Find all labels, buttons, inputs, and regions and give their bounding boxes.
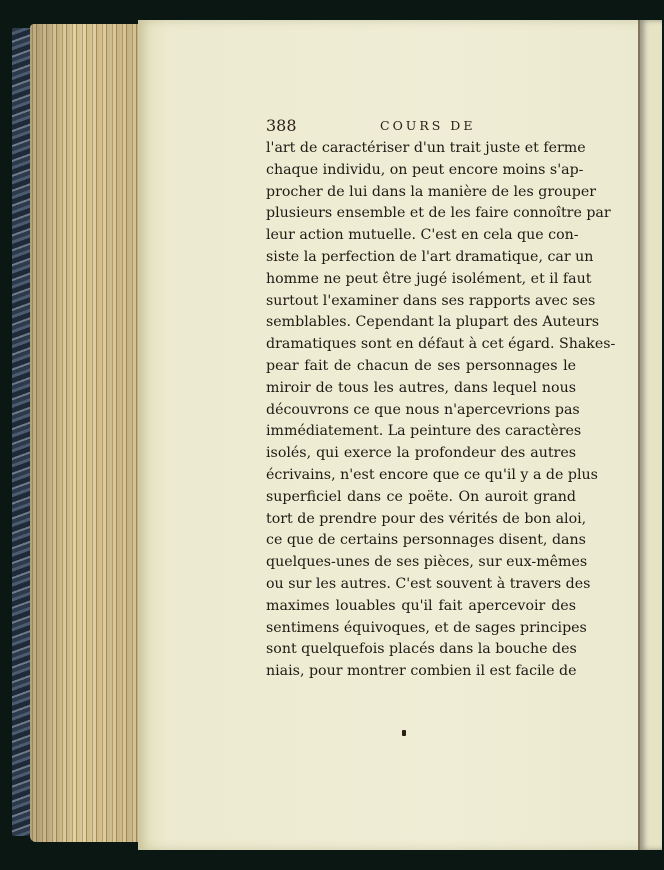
ink-speck	[402, 730, 406, 736]
facing-page-edge	[640, 20, 662, 850]
text-line: superficiel dans ce poëte. On auroit grand	[266, 488, 576, 505]
text-line: chaque individu, on peut encore moins s'ap-	[266, 161, 584, 178]
text-line: leur action mutuelle. C'est en cela que con-	[266, 227, 579, 244]
running-header	[266, 116, 586, 138]
text-line: découvrons ce que nous n'apercevrions pas	[266, 401, 580, 418]
text-line: quelques-unes de ses pièces, sur eux-mêmes	[266, 554, 588, 571]
text-line: miroir de tous les autres, dans lequel nous	[266, 379, 576, 396]
text-line: homme ne peut être jugé isolément, et il faut	[266, 270, 592, 287]
text-line: écrivains, n'est encore que ce qu'il y a de plus	[266, 466, 598, 483]
text-line: maximes louables qu'il fait apercevoir des	[266, 597, 576, 614]
running-title: COURS DE	[380, 118, 476, 133]
text-line: plusieurs ensemble et de les faire connoître par	[266, 205, 611, 222]
text-line: surtout l'examiner dans ses rapports avec ses	[266, 292, 596, 309]
text-line: sentimens équivoques, et de sages principes	[266, 619, 587, 636]
body-text	[266, 138, 616, 683]
page-edges-shade	[30, 24, 148, 842]
text-line: semblables. Cependant la plupart des Auteurs	[266, 314, 600, 331]
text-line: ce que de certains personnages disent, dans	[266, 532, 586, 549]
text-line: isolés, qui exerce la profondeur des autres	[266, 445, 576, 462]
text-line: tort de prendre pour des vérités de bon aloi,	[266, 510, 587, 527]
page-number: 388	[266, 116, 297, 135]
text-line: procher de lui dans la manière de les grouper	[266, 183, 597, 200]
text-line: ou sur les autres. C'est souvent à travers des	[266, 575, 591, 592]
text-line: sont quelquefois placés dans la bouche des	[266, 641, 577, 658]
text-line: immédiatement. La peinture des caractères	[266, 423, 582, 440]
text-line: niais, pour montrer combien il est facile de	[266, 663, 577, 680]
text-line: siste la perfection de l'art dramatique, car un	[266, 248, 594, 265]
text-line: l'art de caractériser d'un trait juste et ferme	[266, 140, 586, 156]
text-line: pear fait de chacun de ses personnages le	[266, 357, 576, 374]
text-line: dramatiques sont en défaut à cet égard. Shakes-	[266, 336, 616, 353]
